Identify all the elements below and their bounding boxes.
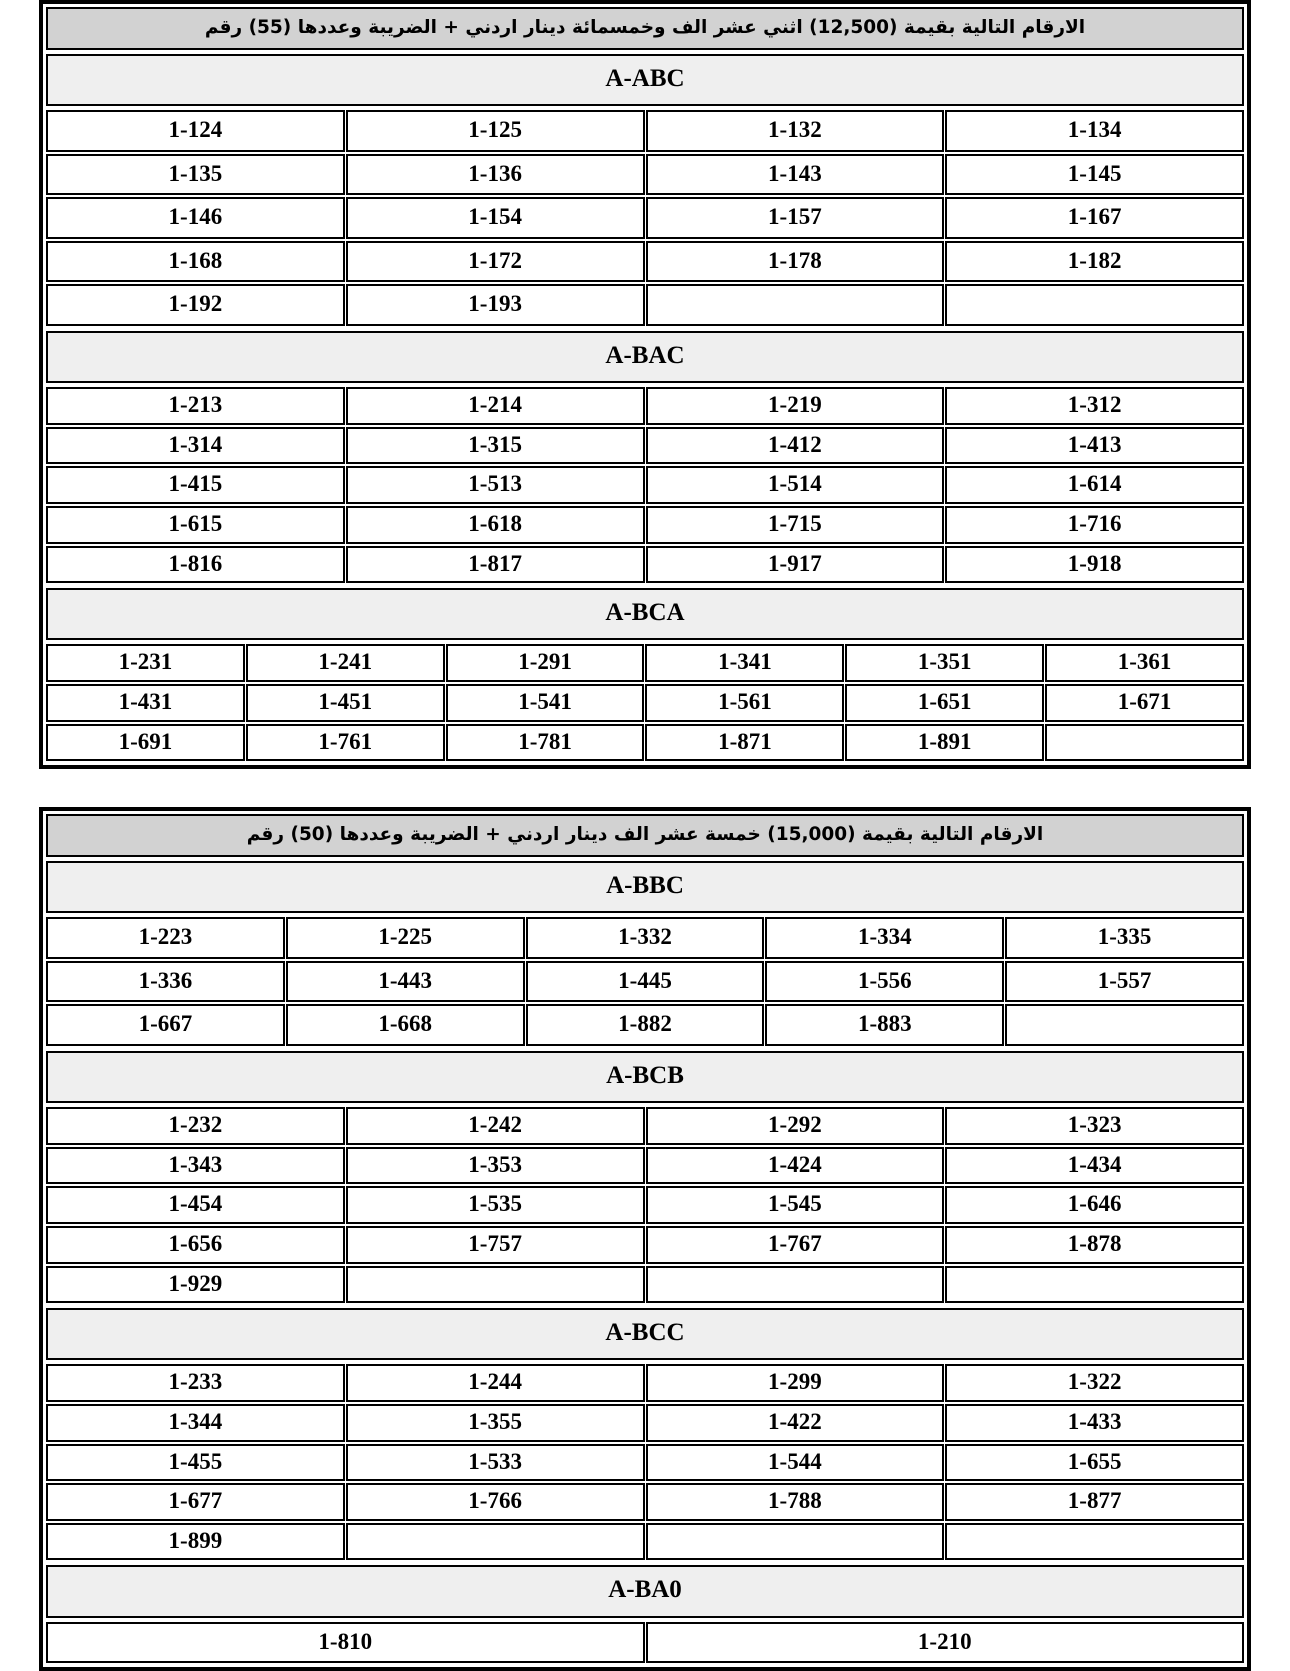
table-row [46,1003,1244,1047]
number-cell[interactable]: 1-882 [526,1004,765,1046]
number-cell[interactable]: 1-455 [46,1444,345,1482]
section-number-grid [46,916,1244,1047]
number-cell[interactable]: 1-715 [646,506,945,544]
number-cell[interactable]: 1-535 [346,1186,645,1224]
number-cell[interactable]: 1-210 [646,1622,1245,1664]
section-header: A-BAC [46,331,1244,383]
number-cell[interactable]: 1-232 [46,1107,345,1145]
number-cell-empty[interactable] [646,284,945,326]
number-cell-empty[interactable] [945,1266,1244,1304]
number-cell[interactable]: 1-451 [246,684,445,722]
table-row [46,1621,1244,1665]
table-row [46,1403,1244,1443]
table-banner-title: الارقام التالية بقيمة (15,000) خمسة عشر الف دينار اردني + الضريبة وعددها (50) رقم [46,814,1244,857]
section-number-grid [46,109,1244,327]
number-cell[interactable]: 1-143 [646,154,945,196]
number-cell-empty[interactable] [1005,1004,1244,1046]
number-cell[interactable]: 1-781 [446,724,645,762]
number-cell-empty[interactable] [646,1523,945,1561]
number-cell[interactable]: 1-332 [526,917,765,959]
number-cell[interactable]: 1-182 [945,241,1244,283]
table-row [46,426,1244,466]
number-cell-empty[interactable] [646,1266,945,1304]
number-cell[interactable]: 1-134 [945,110,1244,152]
table-row [46,153,1244,197]
section-header: A-BBC [46,861,1244,913]
number-cell[interactable]: 1-415 [46,466,345,504]
number-cell[interactable]: 1-291 [446,644,645,682]
number-cell[interactable]: 1-817 [346,546,645,584]
number-cell[interactable]: 1-213 [46,387,345,425]
number-cell[interactable]: 1-816 [46,546,345,584]
number-cell[interactable]: 1-883 [765,1004,1004,1046]
table-row [46,1522,1244,1562]
number-cell[interactable]: 1-671 [1045,684,1244,722]
number-cell[interactable]: 1-443 [286,961,525,1003]
number-cell[interactable]: 1-877 [945,1483,1244,1521]
number-cell[interactable]: 1-716 [945,506,1244,544]
table-row [46,283,1244,327]
number-cell[interactable]: 1-556 [765,961,1004,1003]
number-cell[interactable]: 1-336 [46,961,285,1003]
number-cell[interactable]: 1-615 [46,506,345,544]
number-cell[interactable]: 1-351 [845,644,1044,682]
number-cell[interactable]: 1-343 [46,1147,345,1185]
number-cell[interactable]: 1-899 [46,1523,345,1561]
number-cell[interactable]: 1-513 [346,466,645,504]
number-cell[interactable]: 1-514 [646,466,945,504]
table-row [46,1265,1244,1305]
number-cell[interactable]: 1-422 [646,1404,945,1442]
table-row [46,505,1244,545]
section-header: A-ABC [46,54,1244,106]
number-cell[interactable]: 1-810 [46,1622,645,1664]
number-cell[interactable]: 1-124 [46,110,345,152]
section-number-grid [46,1363,1244,1561]
section-number-grid [46,1621,1244,1665]
number-cell[interactable]: 1-445 [526,961,765,1003]
table-row [46,545,1244,585]
number-cell-empty[interactable] [1045,724,1244,762]
number-cell[interactable]: 1-312 [945,387,1244,425]
number-cell[interactable]: 1-891 [845,724,1044,762]
number-cell-empty[interactable] [945,1523,1244,1561]
number-cell[interactable]: 1-242 [346,1107,645,1145]
number-cell[interactable]: 1-315 [346,427,645,465]
number-cell[interactable]: 1-614 [945,466,1244,504]
number-cell[interactable]: 1-454 [46,1186,345,1224]
number-cell[interactable]: 1-244 [346,1364,645,1402]
number-cell[interactable]: 1-871 [645,724,844,762]
number-cell[interactable]: 1-557 [1005,961,1244,1003]
number-cell[interactable]: 1-292 [646,1107,945,1145]
number-cell[interactable]: 1-757 [346,1226,645,1264]
number-cell[interactable]: 1-361 [1045,644,1244,682]
number-cell[interactable]: 1-314 [46,427,345,465]
number-cell[interactable]: 1-233 [46,1364,345,1402]
number-cell[interactable]: 1-424 [646,1147,945,1185]
number-cell[interactable]: 1-145 [945,154,1244,196]
table-row [46,1146,1244,1186]
number-cell-empty[interactable] [346,1266,645,1304]
table-row [46,1185,1244,1225]
table-row [46,196,1244,240]
value-table [39,807,1251,1671]
section-number-grid [46,1106,1244,1304]
number-cell[interactable]: 1-677 [46,1483,345,1521]
number-cell[interactable]: 1-136 [346,154,645,196]
number-cell[interactable]: 1-544 [646,1444,945,1482]
number-cell[interactable]: 1-132 [646,110,945,152]
table-banner-title: الارقام التالية بقيمة (12,500) اثني عشر الف وخمسمائة دينار اردني + الضريبة وعددها (55) رقم [46,7,1244,50]
table-row [46,916,1244,960]
number-cell[interactable]: 1-231 [46,644,245,682]
number-cell-empty[interactable] [945,284,1244,326]
number-cell[interactable]: 1-646 [945,1186,1244,1224]
number-cell[interactable]: 1-323 [945,1107,1244,1145]
section-header: A-BA0 [46,1565,1244,1617]
number-cell[interactable]: 1-344 [46,1404,345,1442]
number-cell[interactable]: 1-618 [346,506,645,544]
number-cell[interactable]: 1-412 [646,427,945,465]
number-cell[interactable]: 1-918 [945,546,1244,584]
number-cell[interactable]: 1-299 [646,1364,945,1402]
table-row [46,960,1244,1004]
number-cell[interactable]: 1-168 [46,241,345,283]
number-cell[interactable]: 1-335 [1005,917,1244,959]
table-row [46,240,1244,284]
table-row [46,465,1244,505]
number-cell[interactable]: 1-434 [945,1147,1244,1185]
number-cell[interactable]: 1-214 [346,387,645,425]
number-cell[interactable]: 1-193 [346,284,645,326]
section-header: A-BCC [46,1308,1244,1360]
number-cell[interactable]: 1-146 [46,197,345,239]
number-cell[interactable]: 1-788 [646,1483,945,1521]
number-cell[interactable]: 1-154 [346,197,645,239]
number-cell[interactable]: 1-878 [945,1226,1244,1264]
table-row [46,1225,1244,1265]
number-cell[interactable]: 1-651 [845,684,1044,722]
number-cell[interactable]: 1-178 [646,241,945,283]
number-cell[interactable]: 1-541 [446,684,645,722]
number-cell[interactable]: 1-655 [945,1444,1244,1482]
table-row [46,109,1244,153]
number-cell[interactable]: 1-533 [346,1444,645,1482]
table-row [46,1106,1244,1146]
number-cell[interactable]: 1-192 [46,284,345,326]
number-cell[interactable]: 1-322 [945,1364,1244,1402]
number-cell[interactable]: 1-225 [286,917,525,959]
number-cell[interactable]: 1-125 [346,110,645,152]
section-number-grid [46,386,1244,584]
number-cell[interactable]: 1-691 [46,724,245,762]
number-cell[interactable]: 1-917 [646,546,945,584]
number-cell[interactable]: 1-433 [945,1404,1244,1442]
table-row [46,643,1244,683]
number-cell[interactable]: 1-223 [46,917,285,959]
tables-container [26,0,1264,1671]
number-cell[interactable]: 1-167 [945,197,1244,239]
number-cell[interactable]: 1-761 [246,724,445,762]
number-cell[interactable]: 1-135 [46,154,345,196]
number-cell[interactable]: 1-341 [645,644,844,682]
number-cell[interactable]: 1-355 [346,1404,645,1442]
number-cell[interactable]: 1-413 [945,427,1244,465]
number-cell-empty[interactable] [346,1523,645,1561]
section-number-grid [46,643,1244,762]
number-cell[interactable]: 1-545 [646,1186,945,1224]
number-cell[interactable]: 1-157 [646,197,945,239]
number-cell[interactable]: 1-766 [346,1483,645,1521]
section-header: A-BCB [46,1051,1244,1103]
table-row [46,1363,1244,1403]
table-row [46,683,1244,723]
number-cell[interactable]: 1-561 [645,684,844,722]
table-row [46,1482,1244,1522]
number-cell[interactable]: 1-767 [646,1226,945,1264]
value-table [39,0,1251,769]
number-cell[interactable]: 1-929 [46,1266,345,1304]
table-row [46,386,1244,426]
number-cell[interactable]: 1-353 [346,1147,645,1185]
number-cell[interactable]: 1-172 [346,241,645,283]
number-cell[interactable]: 1-667 [46,1004,285,1046]
number-cell[interactable]: 1-219 [646,387,945,425]
number-cell[interactable]: 1-668 [286,1004,525,1046]
number-cell[interactable]: 1-241 [246,644,445,682]
table-row [46,1443,1244,1483]
number-cell[interactable]: 1-431 [46,684,245,722]
number-cell[interactable]: 1-656 [46,1226,345,1264]
section-header: A-BCA [46,588,1244,640]
table-row [46,723,1244,763]
number-cell[interactable]: 1-334 [765,917,1004,959]
